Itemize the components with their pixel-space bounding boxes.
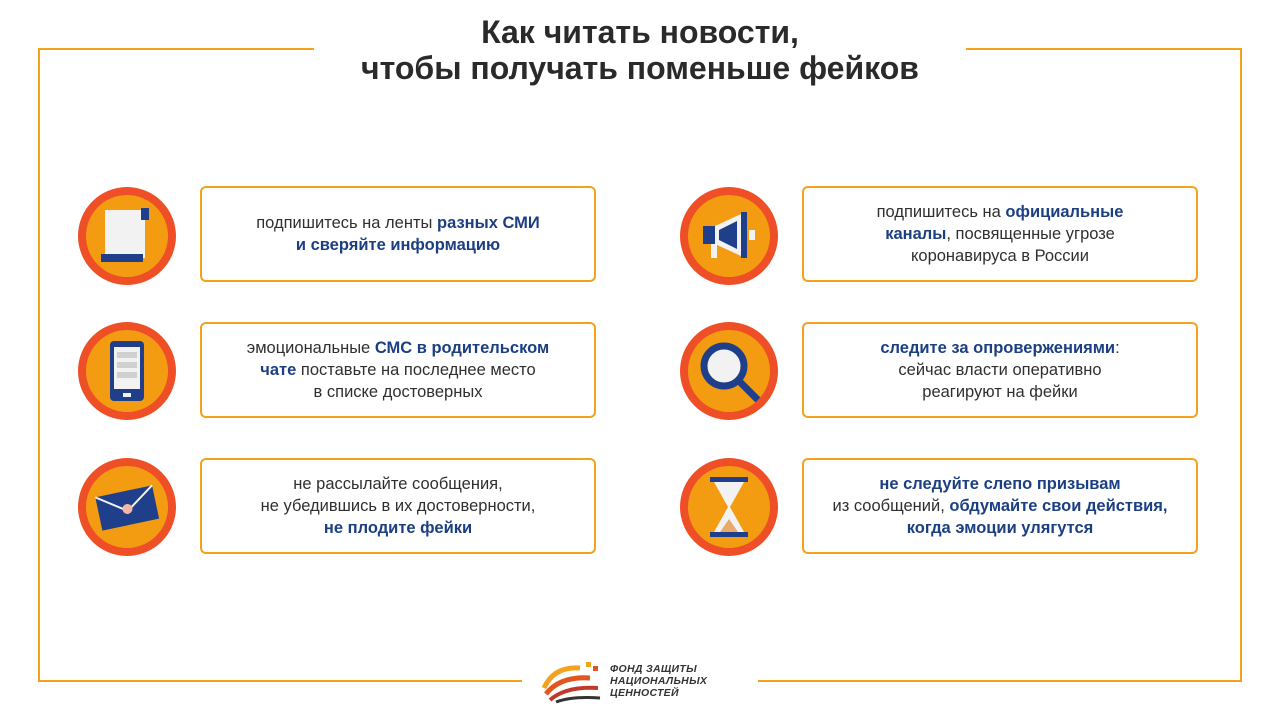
- body-text: :: [1115, 339, 1120, 357]
- magnifier-icon: [680, 322, 778, 420]
- highlight-text: официальные: [1005, 203, 1124, 221]
- highlight-text: обдумайте свои действия,: [949, 497, 1168, 515]
- tip-card-4: [802, 322, 1198, 418]
- body-text: подпишитесь на ленты: [256, 214, 437, 232]
- tip-text-6: [833, 473, 1168, 539]
- body-text: не убедившись в их достоверности,: [260, 497, 536, 515]
- highlight-text: разных СМИ: [436, 214, 540, 232]
- tip-text-3: [247, 337, 549, 403]
- tip-text-5: [261, 473, 536, 539]
- highlight-text: каналы: [885, 225, 947, 243]
- tip-card-6: [802, 458, 1198, 554]
- body-text: сейчас власти оперативно: [898, 361, 1102, 379]
- logo-mark-icon: [540, 658, 602, 704]
- megaphone-icon: [680, 187, 778, 285]
- page-title: [314, 14, 966, 94]
- tip-card-1: [200, 186, 596, 282]
- body-text: , посвященные угрозе: [946, 225, 1115, 243]
- smartphone-icon: [78, 322, 176, 420]
- body-text: реагируют на фейки: [922, 383, 1078, 401]
- tip-text-2: [877, 201, 1124, 267]
- tip-card-3: [200, 322, 596, 418]
- tip-text-1: [256, 212, 540, 256]
- foundation-logo: [522, 650, 758, 712]
- body-text: коронавируса в России: [910, 247, 1089, 265]
- logo-line-1: ФОНД ЗАЩИТЫ: [610, 663, 697, 675]
- body-text: эмоциональные: [246, 339, 375, 357]
- highlight-text: чате: [260, 361, 297, 379]
- logo-line-3: ЦЕННОСТЕЙ: [610, 687, 679, 699]
- highlight-text: когда эмоции улягутся: [906, 519, 1094, 537]
- body-text: в списке достоверных: [313, 383, 483, 401]
- highlight-text: не плодите фейки: [323, 519, 473, 537]
- tip-card-5: [200, 458, 596, 554]
- envelope-icon: [78, 458, 176, 556]
- highlight-text: не следуйте слепо призывам: [879, 475, 1121, 493]
- body-text: поставьте на последнее место: [296, 361, 536, 379]
- newspaper-icon: [78, 187, 176, 285]
- logo-line-2: НАЦИОНАЛЬНЫХ: [610, 675, 708, 687]
- highlight-text: СМС в родительском: [374, 339, 550, 357]
- hourglass-icon: [680, 458, 778, 556]
- title-line-1: Как читать новости,: [481, 14, 799, 50]
- title-line-2: чтобы получать поменьше фейков: [361, 50, 919, 86]
- tip-card-2: [802, 186, 1198, 282]
- body-text: из сообщений,: [832, 497, 950, 515]
- body-text: подпишитесь на: [876, 203, 1006, 221]
- highlight-text: и сверяйте информацию: [295, 236, 501, 254]
- tip-text-4: [880, 337, 1119, 403]
- body-text: не рассылайте сообщения,: [293, 475, 503, 493]
- highlight-text: следите за опровержениями: [880, 339, 1116, 357]
